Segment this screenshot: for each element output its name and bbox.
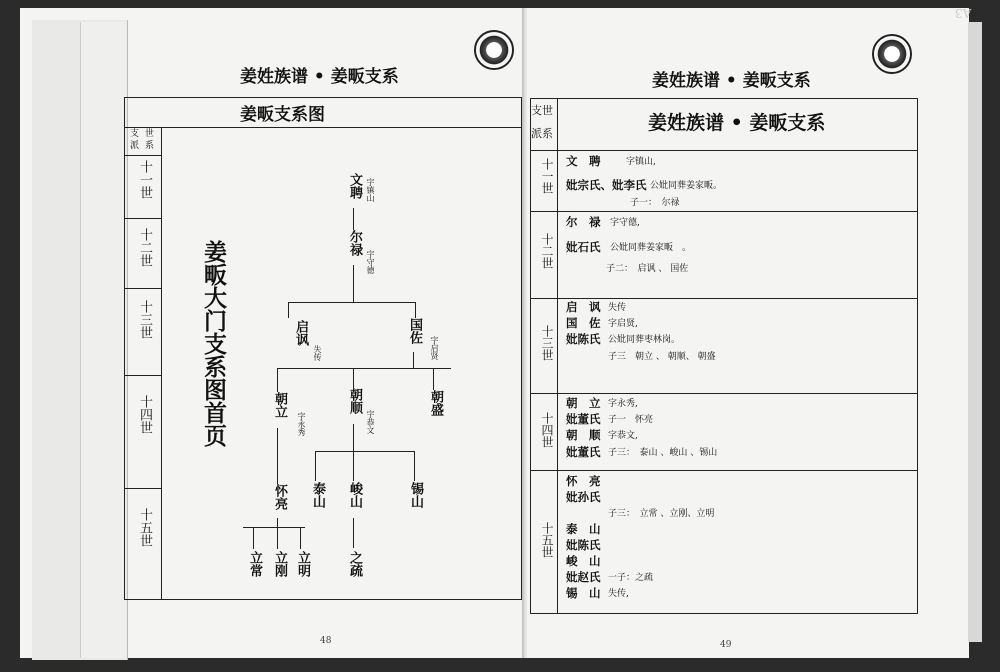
- person-note: 失传: [313, 345, 322, 361]
- person-lichang: 立常: [247, 551, 262, 577]
- person-erlu: 尔禄: [347, 230, 362, 256]
- chart-title: 姜畈支系图: [240, 105, 325, 125]
- record-note: 字永秀,: [608, 399, 638, 409]
- person-taishan: 泰山: [310, 482, 325, 508]
- record-name: 妣陈氏: [566, 332, 601, 346]
- record-note: 公妣同葬姜家畈 。: [610, 243, 692, 253]
- record-note: 子一： 尔禄: [630, 198, 680, 208]
- record-name: 怀 亮: [566, 474, 601, 488]
- record-name: 国 佐: [566, 316, 601, 330]
- generation-label: 十三世: [540, 325, 554, 361]
- page-stack: [80, 22, 126, 658]
- record-name: 妣董氏: [566, 412, 601, 426]
- person-zhishu: 之疏: [347, 551, 362, 577]
- record-note: 一子：之疏: [608, 573, 654, 583]
- record-note: 字守德,: [610, 218, 640, 228]
- person-ligang: 立刚: [272, 551, 287, 577]
- record-note: 公妣同葬姜家畈。: [650, 181, 723, 191]
- record-name: 泰 山: [566, 522, 601, 536]
- col-header-b: 派系: [531, 127, 553, 140]
- record-note: 失传: [608, 303, 627, 313]
- person-note: 字镇山: [366, 178, 375, 202]
- clan-logo-icon: [872, 34, 912, 74]
- record-note: 子三 朝立 、 朝顺、 朝盛: [608, 352, 716, 362]
- page-number: 48: [320, 636, 332, 646]
- person-huailiang: 怀亮: [272, 484, 287, 510]
- person-qisong: 启讽: [293, 320, 308, 346]
- record-note: 子二： 启讽 、 国佐: [606, 264, 689, 274]
- record-name: 妣孙氏: [566, 490, 601, 504]
- record-note: 字镇山,: [626, 157, 656, 167]
- corner-mark: A3: [955, 6, 972, 20]
- table-title: 姜姓族谱 • 姜畈支系: [648, 112, 826, 134]
- record-note: 公妣同葬枣林岗。: [608, 335, 681, 345]
- col-header-b: 派系: [130, 141, 161, 151]
- record-note: 子三： 立常 、立刚、立明: [608, 509, 715, 519]
- person-chaosheng: 朝盛: [428, 390, 443, 416]
- record-note: 失传,: [608, 589, 629, 599]
- generation-label: 十一世: [540, 158, 554, 194]
- record-name: 峻 山: [566, 554, 601, 568]
- person-xishan: 锡山: [408, 482, 423, 508]
- person-note: 字守德: [366, 250, 375, 274]
- col-header-a: 支世: [531, 104, 553, 117]
- person-note: 字永秀: [297, 412, 306, 436]
- generation-label: 十二世: [137, 228, 152, 267]
- person-junshan: 峻山: [347, 482, 362, 508]
- page-number: 49: [720, 640, 732, 650]
- page-edge: [968, 22, 982, 642]
- generation-label: 十二世: [540, 233, 554, 269]
- person-note: 字启贤: [430, 336, 439, 360]
- record-name: 妣赵氏: [566, 570, 601, 584]
- record-note: 子一 怀亮: [608, 415, 654, 425]
- record-name: 妣陈氏: [566, 538, 601, 552]
- record-name: 文 聘: [566, 154, 601, 168]
- generation-label: 十四世: [540, 412, 554, 448]
- generation-label: 十四世: [137, 395, 152, 434]
- record-name: 妣董氏: [566, 445, 601, 459]
- record-name: 尔 禄: [566, 215, 601, 229]
- person-guozuo: 国佐: [407, 318, 422, 344]
- chart-frame: [124, 97, 522, 600]
- col-header-a: 支世: [130, 129, 161, 139]
- record-note: 字启贤,: [608, 319, 638, 329]
- person-note: 字恭文: [366, 410, 375, 434]
- left-page-header: 姜姓族谱 • 姜畈支系: [240, 67, 399, 87]
- generation-label: 十一世: [137, 160, 152, 199]
- record-name: 启 讽: [566, 300, 601, 314]
- record-name: 朝 立: [566, 396, 601, 410]
- clan-logo-icon: [474, 30, 514, 70]
- record-name: 妣石氏: [566, 240, 601, 254]
- record-name: 朝 顺: [566, 428, 601, 442]
- record-name: 锡 山: [566, 586, 601, 600]
- person-wenpin: 文聘: [347, 173, 362, 199]
- person-chaoli: 朝立: [272, 392, 287, 418]
- person-chaoshun: 朝顺: [347, 388, 362, 414]
- record-name: 妣宗氏、妣李氏: [566, 178, 647, 192]
- generation-label: 十五世: [540, 522, 554, 558]
- vertical-title: 姜畈大门支系图首页: [200, 240, 227, 447]
- right-page-header: 姜姓族谱 • 姜畈支系: [652, 71, 811, 91]
- record-note: 子三： 泰山 、峻山 、锡山: [608, 448, 718, 458]
- generation-label: 十三世: [137, 300, 152, 339]
- generation-label: 十五世: [137, 508, 152, 547]
- record-note: 字恭文,: [608, 431, 638, 441]
- person-liming: 立明: [295, 551, 310, 577]
